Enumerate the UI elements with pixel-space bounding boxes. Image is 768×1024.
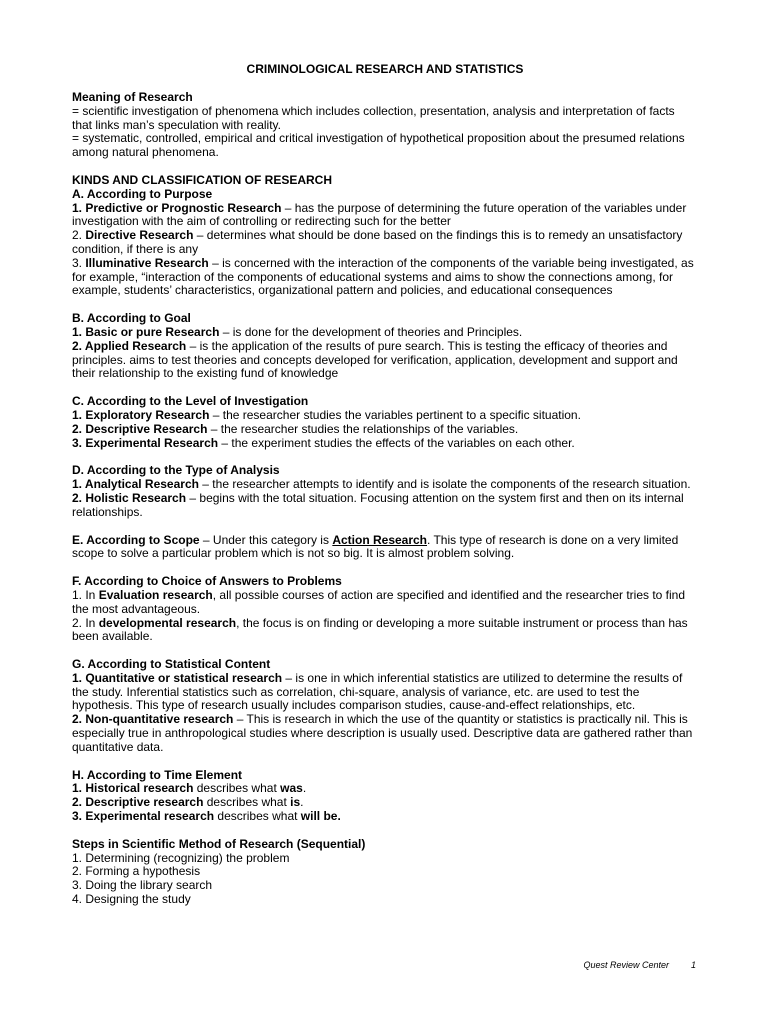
- section-a-item-3: 3. Illuminative Research – is concerned with the interaction of the components of the variable being investigated, as for example, “interaction of the components of educational systems and aims to show the connections among, for example, students’ characteristics, organizational pattern and policies, and educational consequences: [72, 255, 694, 298]
- section-g-item-2: 2. Non-quantitative research – This is research in which the use of the quantity or statistics is practically nil. This is especially true in anthropological studies where description is usually used. Descriptive data are gathered rather than quantitative data.: [72, 712, 693, 754]
- section-g-heading: G. According to Statistical Content: [72, 657, 271, 672]
- steps-item: 3. Doing the library search: [72, 878, 213, 893]
- section-a-heading: A. According to Purpose: [72, 186, 213, 201]
- meaning-definition-1: = scientific investigation of phenomena which includes collection, presentation, analysis and interpretation of facts that links man’s speculation with reality.: [72, 103, 675, 132]
- steps-item: 1. Determining (recognizing) the problem: [72, 850, 290, 865]
- section-d-heading: D. According to the Type of Analysis: [72, 463, 280, 478]
- term: 1. Analytical Research: [72, 477, 199, 492]
- document-title: CRIMINOLOGICAL RESEARCH AND STATISTICS: [246, 62, 524, 76]
- term: 1. Predictive or Prognostic Research: [72, 200, 282, 215]
- term: 3. Experimental research: [72, 809, 215, 824]
- term: 2. Descriptive research: [72, 795, 204, 810]
- section-b-item-2: 2. Applied Research – is the application of the results of pure search. This is testing the efficacy of theories and principles. aims to test theories and concepts developed for verification, application, development and support and their relationship to the existing fund of knowledge: [72, 338, 678, 381]
- section-c-item-1: 1. Exploratory Research – the researcher studies the variables pertinent to a specific situation.: [72, 407, 581, 422]
- section-d-item-1: 1. Analytical Research – the researcher attempts to identify and is isolate the components of the research situation.: [72, 477, 691, 492]
- section-e-heading: E. According to Scope: [72, 532, 200, 547]
- meaning-section: [72, 91, 698, 160]
- section-c-item-2: 2. Descriptive Research – the researcher studies the relationships of the variables.: [72, 421, 519, 436]
- term: 2. Non-quantitative research: [72, 712, 234, 727]
- term: 2. Holistic Research: [72, 490, 187, 505]
- term: 2. Applied Research: [72, 338, 187, 353]
- kinds-section: [72, 174, 698, 824]
- section-h-item-2: 2. Descriptive research describes what is.: [72, 795, 304, 810]
- term: developmental research: [98, 615, 237, 630]
- footer-org: Quest Review Center: [583, 960, 669, 970]
- steps-section: [72, 838, 698, 907]
- term: 2. Descriptive Research: [72, 421, 208, 436]
- section-b-item-1: 1. Basic or pure Research – is done for the development of theories and Principles.: [72, 324, 523, 339]
- section-c-heading: C. According to the Level of Investigation: [72, 394, 309, 409]
- section-h-heading: H. According to Time Element: [72, 767, 243, 782]
- section-a-item-2: 2. Directive Research – determines what should be done based on the findings this is to remedy an unsatisfactory condition, if there is any: [72, 228, 683, 256]
- section-e: E. According to Scope – Under this category is Action Research. This type of research is done on a very limited scope to solve a particular problem which is not so big. It is almost problem solving.: [72, 532, 679, 561]
- steps-heading: Steps in Scientific Method of Research (Sequential): [72, 836, 366, 851]
- term: 3. Experimental Research: [72, 435, 219, 450]
- section-h-item-1: 1. Historical research describes what was.: [72, 781, 307, 796]
- term: Illuminative Research: [85, 255, 209, 270]
- steps-item: 2. Forming a hypothesis: [72, 864, 201, 879]
- term: 1. Exploratory Research: [72, 407, 210, 422]
- steps-item: 4. Designing the study: [72, 892, 191, 907]
- section-g-item-1: 1. Quantitative or statistical research – is one in which inferential statistics are utilized to determine the results of the study. Inferential statistics such as correlation, chi-square, analysis of variance, etc. are used to test the hypothesis. This type of research usually includes comparison studies, cause-and-effect relationships, etc.: [72, 670, 683, 713]
- term: Evaluation research: [98, 587, 213, 602]
- term: 1. Basic or pure Research: [72, 324, 220, 339]
- section-h-item-3: 3. Experimental research describes what will be.: [72, 809, 341, 824]
- section-c-item-3: 3. Experimental Research – the experiment studies the effects of the variables on each other.: [72, 435, 575, 450]
- term: 1. Quantitative or statistical research: [72, 670, 283, 685]
- section-f-item-1: 1. In Evaluation research, all possible courses of action are specified and identified and the researcher tries to find the most advantageous.: [72, 587, 686, 616]
- section-f-heading: F. According to Choice of Answers to Problems: [72, 574, 342, 589]
- action-research-term: Action Research: [332, 532, 428, 547]
- term: 1. Historical research: [72, 781, 194, 796]
- page-footer: [583, 960, 696, 971]
- section-b-heading: B. According to Goal: [72, 311, 191, 326]
- meaning-heading: Meaning of Research: [72, 90, 193, 104]
- meaning-definition-2: = systematic, controlled, empirical and critical investigation of hypothetical proposition about the presumed relations among natural phenomena.: [72, 131, 685, 160]
- kinds-heading: KINDS AND CLASSIFICATION OF RESEARCH: [72, 172, 333, 187]
- page-number: 1: [690, 960, 696, 970]
- section-f-item-2: 2. In developmental research, the focus is on finding or developing a more suitable instrument or process than has been available.: [72, 615, 688, 644]
- section-a-item-1: 1. Predictive or Prognostic Research – has the purpose of determining the future operation of the variables under investigation with the aim of controlling or redirecting such for the better: [72, 200, 687, 229]
- section-d-item-2: 2. Holistic Research – begins with the total situation. Focusing attention on the system first and then on its internal relationships.: [72, 490, 684, 519]
- term: Directive Research: [85, 228, 194, 243]
